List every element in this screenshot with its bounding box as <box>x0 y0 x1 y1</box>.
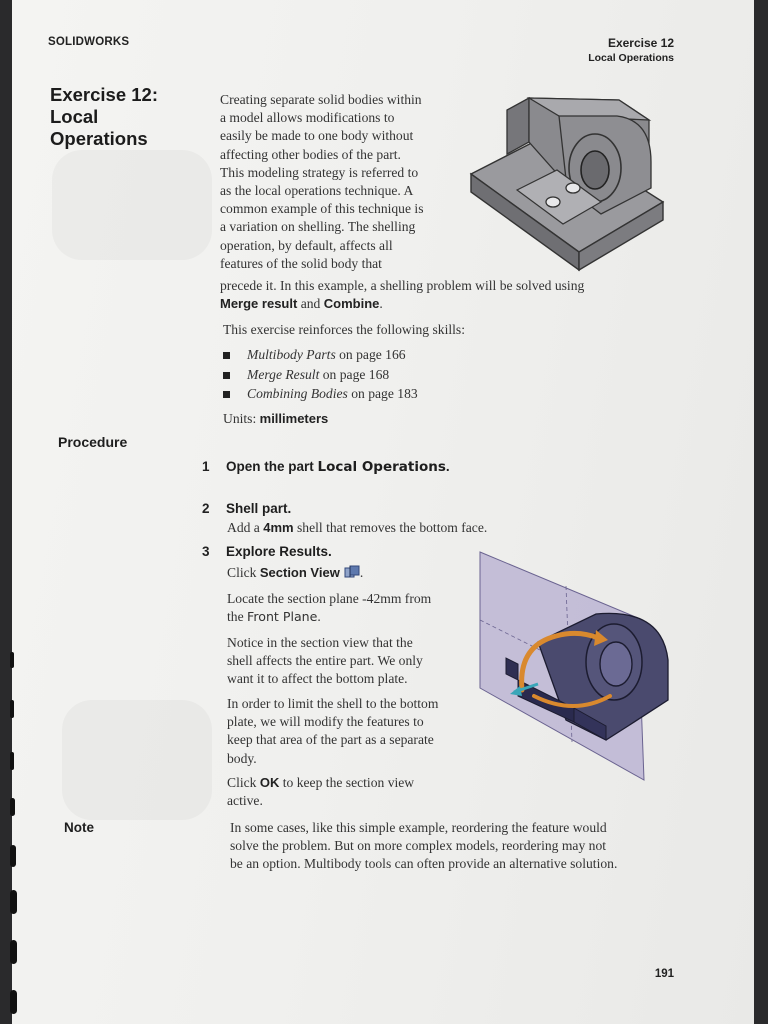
small-hole <box>546 197 560 207</box>
skills-list <box>223 346 418 405</box>
intro-line: affecting other bodies of the part. <box>220 146 401 162</box>
step-3-paragraph: Notice in the section view that the shell affects the entire part. We only want it to affect the bottom plate. <box>227 635 423 687</box>
intro-line: Merge result and Combine. <box>220 296 383 312</box>
boss-hole <box>600 642 632 686</box>
part-illustration <box>467 92 667 274</box>
step-2-text: Add a 4mm shell that removes the bottom face. <box>227 520 488 535</box>
page-number: 191 <box>654 968 674 980</box>
intro-line: precede it. In this example, a shelling problem will be solved using <box>220 278 585 293</box>
part-name: Local Operations <box>317 459 446 475</box>
intro-line: This modeling strategy is referred to <box>220 164 419 180</box>
intro-line: a model allows modifications to <box>220 110 395 126</box>
step-number: 2 <box>202 501 210 516</box>
binder-hole <box>10 798 15 816</box>
exercise-title-line: Operations <box>50 128 148 149</box>
skill-link[interactable]: Multibody Parts <box>247 347 336 362</box>
document-page <box>12 0 754 1024</box>
note-text: In some cases, like this simple example, reordering the feature would solve the problem. But on more complex models, reordering may not be an option. Multibody tools can often provide an alternative solution. <box>230 820 618 872</box>
square-bullet-icon <box>223 372 230 379</box>
intro-continuation <box>220 277 670 313</box>
step-2-title: Shell part. <box>226 501 292 516</box>
combine-term: Combine <box>323 296 380 312</box>
step-1-title: Open the part Local Operations. <box>226 459 450 475</box>
boss-hole <box>581 151 609 189</box>
binder-hole <box>10 990 17 1014</box>
small-hole <box>566 183 580 193</box>
step-3-paragraph: In order to limit the shell to the bottom plate, we will modify the features to keep that area of the part as a separate body. <box>227 696 439 766</box>
intro-line: common example of this technique is <box>220 201 424 217</box>
bleed-through-shadow <box>52 150 212 260</box>
intro-line: Creating separate solid bodies within <box>220 92 422 107</box>
plane-name: Front Plane <box>247 609 318 625</box>
square-bullet-icon <box>223 352 230 359</box>
skill-item: Combining Bodies on page 183 <box>223 385 418 405</box>
step-number: 1 <box>202 459 210 474</box>
step-3-click: Click Section View . <box>227 565 364 580</box>
section-view-illustration <box>478 550 678 782</box>
binder-hole <box>10 652 14 668</box>
square-bullet-icon <box>223 391 230 398</box>
step-3-paragraph: Click OK to keep the section view active. <box>227 775 415 809</box>
skill-link[interactable]: Merge Result <box>247 366 320 382</box>
intro-line: easily be made to one body without <box>220 128 414 144</box>
bleed-through-shadow <box>62 700 212 820</box>
procedure-label: Procedure <box>58 434 128 450</box>
header-brand: SOLIDWORKS <box>48 36 130 48</box>
intro-paragraph <box>220 91 470 273</box>
skill-link[interactable]: Combining Bodies <box>247 386 348 401</box>
header-right <box>588 36 674 64</box>
binder-hole <box>10 890 17 914</box>
step-number: 3 <box>202 544 210 559</box>
intro-line: a variation on shelling. The shelling <box>220 219 416 235</box>
skill-item: Multibody Parts on page 166 <box>223 346 418 366</box>
header-subtitle: Local Operations <box>588 52 674 64</box>
intro-line: as the local operations technique. A <box>220 183 414 199</box>
skill-item: Merge Result on page 168 <box>223 366 418 386</box>
header-exercise: Exercise 12 <box>607 36 674 50</box>
intro-line: features of the solid body that <box>220 255 382 271</box>
binder-hole <box>10 940 17 964</box>
units-line: Units: millimeters <box>223 411 329 426</box>
intro-line: operation, by default, affects all <box>220 237 393 253</box>
exercise-title-line: Local <box>50 106 99 127</box>
binder-hole <box>10 845 16 867</box>
step-3-title: Explore Results. <box>226 544 332 559</box>
section-view-icon[interactable] <box>344 565 360 579</box>
step-3-paragraph: Locate the section plane -42mm from the Front Plane. <box>227 591 432 625</box>
binder-hole <box>10 752 14 770</box>
merge-result-term: Merge result <box>220 296 298 312</box>
section-view-command: Section View <box>259 565 340 580</box>
units-value: millimeters <box>259 411 329 426</box>
skills-lead: This exercise reinforces the following skills: <box>223 322 465 337</box>
exercise-title-line: Exercise 12: <box>50 84 159 105</box>
note-label: Note <box>64 820 94 835</box>
shell-thickness: 4mm <box>263 520 294 535</box>
exercise-title <box>50 84 200 150</box>
ok-command: OK <box>259 775 280 790</box>
binder-hole <box>10 700 14 718</box>
